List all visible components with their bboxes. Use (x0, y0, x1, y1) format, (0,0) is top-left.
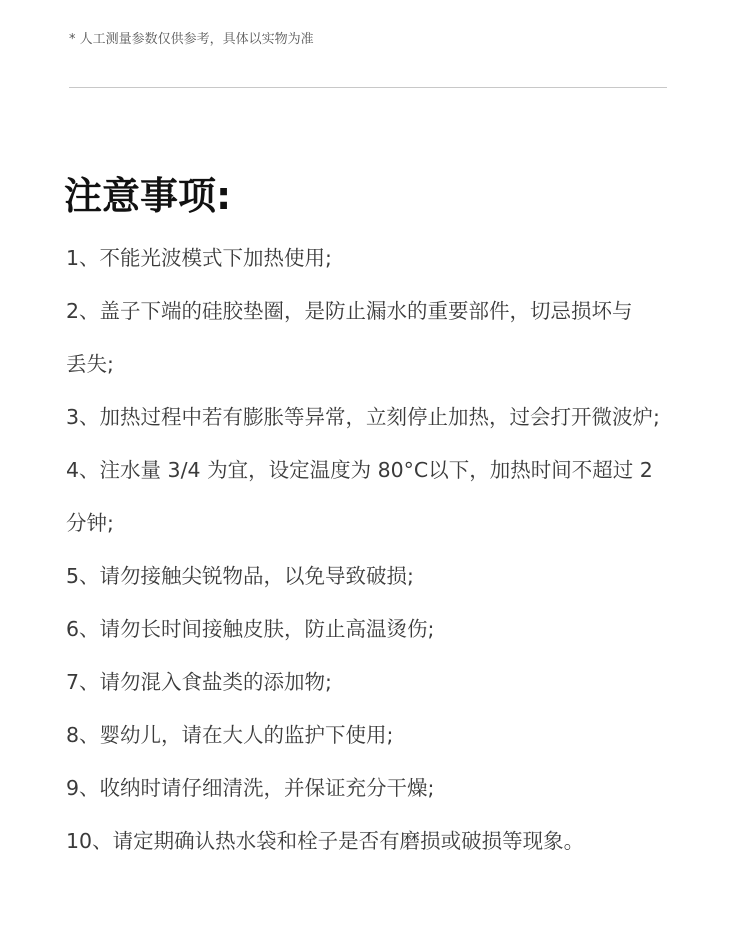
divider-line (69, 87, 667, 88)
list-item (66, 762, 706, 815)
list-item (66, 550, 706, 603)
list-item-line: 6、请勿长时间接触皮肤，防止高温烫伤; (66, 617, 435, 641)
precautions-list (66, 232, 706, 868)
list-item-line: 3、加热过程中若有膨胀等异常，立刻停止加热，过会打开微波炉; (66, 405, 660, 429)
list-item-line: 8、婴幼儿，请在大人的监护下使用; (66, 723, 394, 747)
list-item (66, 709, 706, 762)
measurement-note: * 人工测量参数仅供参考，具体以实物为准 (69, 32, 314, 47)
list-item-line: 2、盖子下端的硅胶垫圈，是防止漏水的重要部件，切忌损坏与 (66, 299, 633, 323)
list-item (66, 285, 706, 391)
list-item-line: 10、请定期确认热水袋和栓子是否有磨损或破损等现象。 (66, 829, 585, 853)
page-title: 注意事项: (64, 174, 232, 218)
list-item-line: 1、不能光波模式下加热使用; (66, 246, 332, 270)
list-item (66, 444, 706, 550)
list-item-line: 4、注水量 3/4 为宜，设定温度为 80°C以下，加热时间不超过 2 (66, 458, 653, 482)
list-item-line: 丢失; (66, 352, 114, 376)
list-item (66, 815, 706, 868)
list-item-line: 分钟; (66, 511, 114, 535)
list-item (66, 391, 706, 444)
list-item (66, 656, 706, 709)
list-item-line: 9、收纳时请仔细清洗，并保证充分干燥; (66, 776, 435, 800)
list-item-line: 7、请勿混入食盐类的添加物; (66, 670, 332, 694)
list-item (66, 603, 706, 656)
list-item-line: 5、请勿接触尖锐物品，以免导致破损; (66, 564, 414, 588)
list-item (66, 232, 706, 285)
